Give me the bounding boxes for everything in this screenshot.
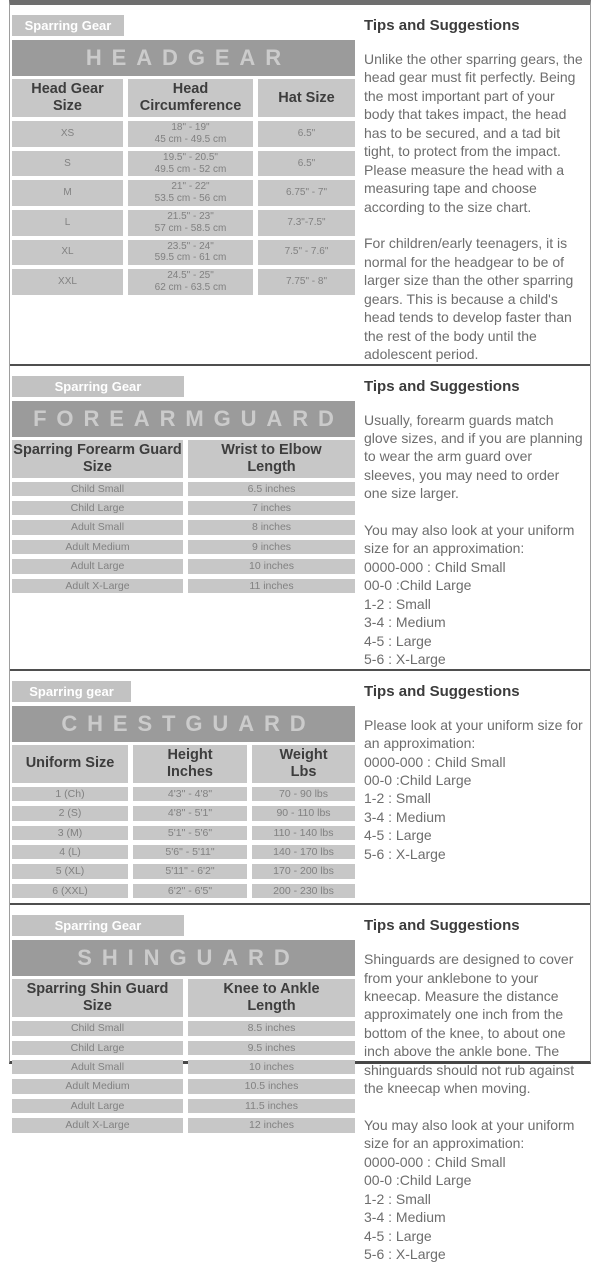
table-row <box>12 1021 355 1035</box>
cell-line: 5'11" - 6'2" <box>165 865 215 878</box>
cell-line: Child Large <box>70 1041 125 1054</box>
table-cell <box>252 826 355 840</box>
cell-line: Adult Medium <box>65 540 130 553</box>
table-cell <box>252 787 355 801</box>
cell-line: 7 inches <box>251 502 292 515</box>
table-cell <box>12 520 183 534</box>
table-cell <box>12 1021 183 1035</box>
table-row <box>12 559 355 573</box>
cell-line: 59.5 cm - 61 cm <box>154 252 227 264</box>
table-header-row <box>12 745 355 783</box>
tips-line: 4-5 : Large <box>364 1227 432 1244</box>
column-header <box>133 745 247 783</box>
sparring-gear-badge: Sparring Gear <box>12 915 184 936</box>
tips-heading: Tips and Suggestions <box>364 377 520 395</box>
cell-line: Adult X-Large <box>65 579 130 592</box>
cell-line: 6'2" - 6'5" <box>167 884 213 897</box>
table-body <box>12 482 355 593</box>
tips-column <box>364 15 588 364</box>
cell-line: XXL <box>58 276 77 288</box>
tips-line: 1-2 : Small <box>364 595 431 612</box>
table-cell <box>128 151 253 177</box>
table-cell <box>12 1041 183 1055</box>
cell-line: Adult X-Large <box>65 1119 130 1132</box>
cell-line: 8 inches <box>251 521 292 534</box>
cell-line: 200 - 230 lbs <box>273 884 334 897</box>
cell-line: 11.5 inches <box>245 1099 298 1112</box>
cell-line: 8.5 inches <box>247 1022 296 1035</box>
tips-column <box>364 376 588 669</box>
table-cell <box>12 806 128 820</box>
cell-line: 90 - 110 lbs <box>276 807 331 820</box>
table-cell <box>12 1118 183 1132</box>
table-cell <box>12 180 123 206</box>
header-line: Wrist to Elbow <box>221 441 322 458</box>
tips-line: 1-2 : Small <box>364 790 431 807</box>
tips-paragraph <box>364 521 586 669</box>
size-table <box>12 745 355 898</box>
cell-line: Adult Large <box>70 560 125 573</box>
tips-column <box>364 681 588 903</box>
cell-line: Child Large <box>70 502 125 515</box>
header-line: Head <box>172 81 209 97</box>
column-header <box>12 440 183 478</box>
table-cell <box>188 1060 355 1074</box>
table-cell <box>12 482 183 496</box>
table-cell <box>133 806 247 820</box>
cell-line: 21" - 22" <box>171 181 210 193</box>
table-cell <box>188 1021 355 1035</box>
tips-paragraph <box>364 716 586 864</box>
table-cell <box>188 1079 355 1093</box>
cell-line: 5'6" - 5'11" <box>165 845 215 858</box>
column-header <box>188 440 355 478</box>
cell-line: 5'1" - 5'6" <box>167 826 213 839</box>
cell-line: 2 (S) <box>58 807 82 820</box>
cell-line: Adult Medium <box>65 1080 130 1093</box>
table-cell <box>188 1099 355 1113</box>
header-line: Lbs <box>290 763 317 780</box>
cell-line: 7.3"-7.5" <box>287 216 326 228</box>
table-cell <box>12 787 128 801</box>
tips-line: You may also look at your uniform size for an approximation: <box>364 521 575 557</box>
table-row <box>12 482 355 496</box>
table-row <box>12 826 355 840</box>
table-row <box>12 520 355 534</box>
header-line: Size <box>52 98 82 115</box>
header-line: Size <box>82 998 112 1015</box>
cell-line: 4'8" - 5'1" <box>167 807 213 820</box>
table-cell <box>12 121 123 147</box>
gear-section <box>10 903 590 1264</box>
table-cell <box>133 826 247 840</box>
tips-heading: Tips and Suggestions <box>364 682 520 700</box>
cell-line: 24.5" - 25" <box>167 270 214 282</box>
header-line: Length <box>247 998 296 1015</box>
cell-line: 9 inches <box>251 540 292 553</box>
table-cell <box>133 864 247 878</box>
table-row <box>12 269 355 295</box>
table-cell <box>128 121 253 147</box>
table-cell <box>188 1118 355 1132</box>
table-cell <box>188 579 355 593</box>
cell-line: 6.5" <box>297 157 316 169</box>
column-header <box>258 79 355 117</box>
cell-line: 6 (XXL) <box>52 884 88 897</box>
table-cell <box>12 1079 183 1093</box>
cell-line: 21.5" - 23" <box>167 211 214 222</box>
table-row <box>12 806 355 820</box>
cell-line: 62 cm - 63.5 cm <box>154 281 227 293</box>
header-line: Head Gear <box>31 81 104 97</box>
tips-line: 3-4 : Medium <box>364 808 446 825</box>
cell-line: 7.75" - 8" <box>285 276 327 288</box>
gear-title-banner: FOREARMGUARD <box>12 401 355 437</box>
table-cell <box>12 884 128 898</box>
table-cell <box>12 826 128 840</box>
tips-paragraph <box>364 234 586 363</box>
table-cell <box>258 240 355 266</box>
table-row <box>12 884 355 898</box>
tips-paragraph <box>364 950 586 1098</box>
table-cell <box>188 540 355 554</box>
tips-paragraph <box>364 1116 586 1264</box>
table-header-row <box>12 79 355 117</box>
table-cell <box>188 520 355 534</box>
table-row <box>12 540 355 554</box>
gear-title-banner: SHINGUARD <box>12 940 355 976</box>
tips-line: 4-5 : Large <box>364 632 432 649</box>
table-row <box>12 1041 355 1055</box>
table-row <box>12 845 355 859</box>
table-cell <box>12 559 183 573</box>
cell-line: 45 cm - 49.5 cm <box>154 134 227 146</box>
table-row <box>12 1079 355 1093</box>
table-row <box>12 121 355 147</box>
column-header <box>12 979 183 1017</box>
sparring-gear-badge: Sparring gear <box>12 681 131 702</box>
table-cell <box>188 501 355 515</box>
cell-line: 70 - 90 lbs <box>278 787 329 800</box>
table-cell <box>188 482 355 496</box>
cell-line: 9.5 inches <box>247 1041 296 1054</box>
tips-paragraph <box>364 50 586 216</box>
table-row <box>12 210 355 236</box>
header-line: Height <box>167 746 213 763</box>
table-cell <box>188 559 355 573</box>
table-header-row <box>12 440 355 478</box>
header-line: Sparring Shin Guard <box>26 981 169 998</box>
column-header <box>12 79 123 117</box>
cell-line: 19.5" - 20.5" <box>163 151 218 163</box>
table-cell <box>252 884 355 898</box>
table-row <box>12 180 355 206</box>
cell-line: 1 (Ch) <box>55 787 85 800</box>
tips-line: 0000-000 : Child Small <box>364 753 506 770</box>
cell-line: XL <box>61 246 74 258</box>
cell-line: Adult Small <box>70 521 125 534</box>
header-line: Length <box>247 458 296 475</box>
column-header <box>128 79 253 117</box>
column-header <box>188 979 355 1017</box>
cell-line: 12 inches <box>249 1119 294 1132</box>
header-line: Weight <box>279 746 328 763</box>
table-cell <box>128 180 253 206</box>
gear-title-banner: CHESTGUARD <box>12 706 355 742</box>
table-cell <box>12 1060 183 1074</box>
table-cell <box>133 884 247 898</box>
sparring-gear-badge: Sparring Gear <box>12 376 184 397</box>
gear-section <box>10 669 590 903</box>
table-cell <box>12 151 123 177</box>
table-cell <box>12 1099 183 1113</box>
table-row <box>12 501 355 515</box>
size-table <box>12 79 355 295</box>
table-cell <box>128 240 253 266</box>
table-row <box>12 864 355 878</box>
header-line: Inches <box>167 763 213 780</box>
header-line: Size <box>82 458 112 475</box>
tips-line: 1-2 : Small <box>364 1190 431 1207</box>
cell-line: 10.5 inches <box>244 1080 299 1093</box>
table-cell <box>12 845 128 859</box>
tips-line: For children/early teenagers, it is normal for the headgear to be of larger size than the other sparring gears. This is because a child's head tends to develop faster than the rest of the body until the adolescent period. <box>364 235 574 363</box>
cell-line: Child Small <box>70 482 125 495</box>
table-row <box>12 1060 355 1074</box>
tips-line: Please look at your uniform size for an approximation: <box>364 716 583 752</box>
tips-line: 00-0 :Child Large <box>364 577 472 594</box>
cell-line: 5 (XL) <box>55 865 85 878</box>
tips-line: 00-0 :Child Large <box>364 772 472 788</box>
cell-line: 6.75" - 7" <box>285 187 327 199</box>
gear-section <box>10 5 590 364</box>
table-body <box>12 1021 355 1132</box>
cell-line: Adult Large <box>70 1099 125 1112</box>
table-cell <box>258 180 355 206</box>
table-row <box>12 151 355 177</box>
table-cell <box>258 121 355 147</box>
table-row <box>12 1118 355 1132</box>
table-cell <box>12 864 128 878</box>
table-cell <box>128 210 253 236</box>
tips-line: 5-6 : X-Large <box>364 1246 446 1263</box>
table-body <box>12 121 355 295</box>
cell-line: 170 - 200 lbs <box>273 865 334 878</box>
cell-line: Adult Small <box>70 1061 125 1074</box>
table-cell <box>133 845 247 859</box>
cell-line: 4'3" - 4'8" <box>167 787 213 800</box>
cell-line: L <box>64 216 71 228</box>
tips-line: Usually, forearm guards match glove sizes, and if you are planning to wear the arm guard over sleeves, you may need to order one size larger. <box>364 411 583 502</box>
tips-line: You may also look at your uniform size for an approximation: <box>364 1116 575 1152</box>
table-cell <box>12 269 123 295</box>
cell-line: 6.5 inches <box>247 482 296 495</box>
tips-line: 3-4 : Medium <box>364 614 446 631</box>
cell-line: 4 (L) <box>59 845 81 858</box>
table-row <box>12 1099 355 1113</box>
size-table-column <box>12 681 355 903</box>
tips-paragraph <box>364 411 586 503</box>
size-table <box>12 979 355 1132</box>
tips-line: 4-5 : Large <box>364 827 432 844</box>
cell-line: 10 inches <box>249 1061 294 1074</box>
table-cell <box>252 806 355 820</box>
tips-line: 00-0 :Child Large <box>364 1172 472 1189</box>
table-cell <box>12 210 123 236</box>
table-cell <box>12 240 123 266</box>
tips-line: 0000-000 : Child Small <box>364 558 506 575</box>
table-cell <box>128 269 253 295</box>
table-cell <box>258 210 355 236</box>
cell-line: 7.5" - 7.6" <box>284 246 329 258</box>
cell-line: 6.5" <box>297 128 316 140</box>
gear-section <box>10 364 590 669</box>
header-line: Sparring Forearm Guard <box>13 441 182 458</box>
header-line: Uniform Size <box>25 755 115 772</box>
header-line: Circumference <box>139 98 242 115</box>
cell-line: 10 inches <box>249 560 294 573</box>
tips-line: Unlike the other sparring gears, the head gear must fit perfectly. Being the most important part of your body that takes impact, the head has to be secured, and a tad bit tight, to protect from the impact. Please measure the head with a measuring tape and choose according to the size chart. <box>364 51 583 215</box>
tips-line: Shinguards are designed to cover from your anklebone to your kneecap. Measure the distance approximately one inch from the bottom of the knee, to about one inch above the ankle bone. The shinguards should not rub against the kneecap when moving. <box>364 951 575 1097</box>
gear-title-banner: HEADGEAR <box>12 40 355 76</box>
table-cell <box>188 1041 355 1055</box>
table-cell <box>12 579 183 593</box>
table-cell <box>12 540 183 554</box>
header-line: Hat Size <box>278 89 335 106</box>
column-header <box>12 745 128 783</box>
cell-line: 23.5" - 24" <box>167 240 214 252</box>
table-cell <box>258 151 355 177</box>
table-row <box>12 787 355 801</box>
cell-line: 140 - 170 lbs <box>273 845 334 858</box>
cell-line: 57 cm - 58.5 cm <box>154 222 227 234</box>
size-table-column <box>12 915 355 1264</box>
table-row <box>12 240 355 266</box>
tips-line: 5-6 : X-Large <box>364 651 446 668</box>
cell-line: XS <box>60 128 75 140</box>
cell-line: 3 (M) <box>57 826 83 839</box>
cell-line: 18" - 19" <box>171 122 210 134</box>
cell-line: 53.5 cm - 56 cm <box>154 193 227 205</box>
tips-line: 0000-000 : Child Small <box>364 1153 506 1170</box>
table-cell <box>252 864 355 878</box>
size-table-column <box>12 15 355 364</box>
tips-column <box>364 915 588 1264</box>
cell-line: Child Small <box>70 1022 125 1035</box>
cell-line: 49.5 cm - 52 cm <box>154 163 227 175</box>
tips-heading: Tips and Suggestions <box>364 917 520 935</box>
cell-line: M <box>63 187 72 199</box>
table-cell <box>252 845 355 859</box>
tips-line: 5-6 : X-Large <box>364 845 446 862</box>
tips-heading: Tips and Suggestions <box>364 17 520 34</box>
cell-line: S <box>64 157 71 169</box>
column-header <box>252 745 355 783</box>
cell-line: 110 - 140 lbs <box>273 826 334 839</box>
size-table-column <box>12 376 355 669</box>
cell-line: 11 inches <box>249 579 294 592</box>
table-cell <box>258 269 355 295</box>
header-line: Knee to Ankle <box>223 981 320 998</box>
sparring-gear-badge: Sparring Gear <box>12 15 124 36</box>
table-row <box>12 579 355 593</box>
table-header-row <box>12 979 355 1017</box>
table-cell <box>12 501 183 515</box>
table-body <box>12 787 355 898</box>
table-cell <box>133 787 247 801</box>
tips-line: 3-4 : Medium <box>364 1209 446 1226</box>
page-frame <box>9 0 591 1263</box>
size-table <box>12 440 355 593</box>
